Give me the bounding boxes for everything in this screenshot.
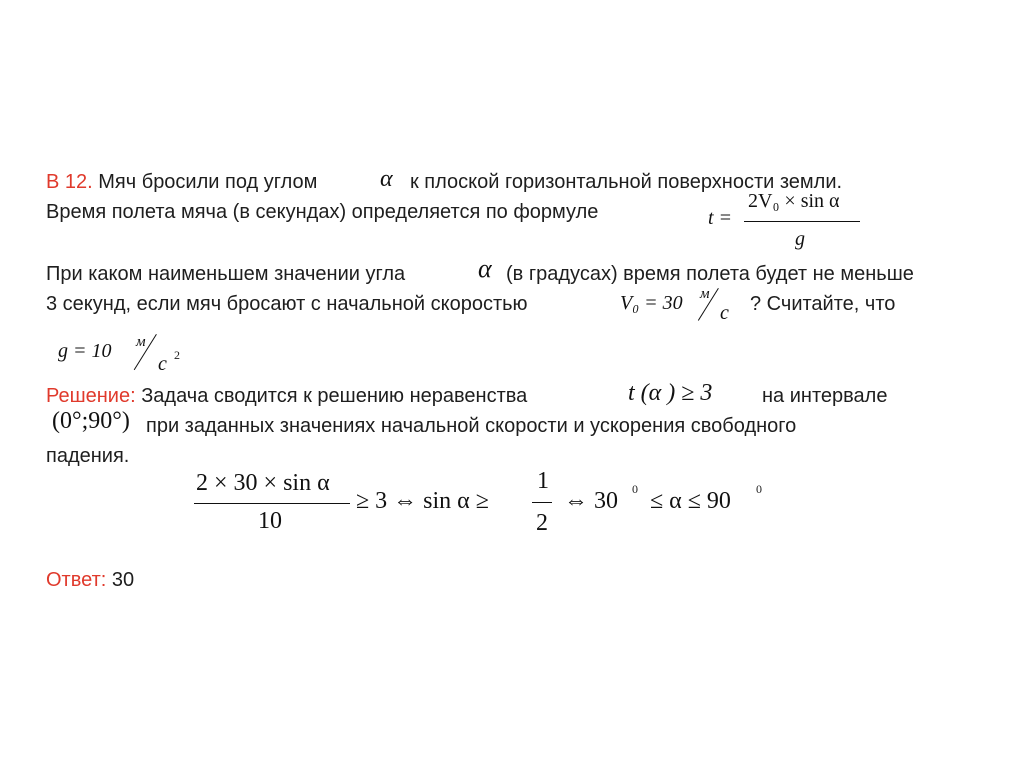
unit-squared: 2 (174, 348, 180, 362)
unit-m-2: м (136, 334, 146, 350)
problem-text-1b: к плоской горизонтальной поверхности земли. (410, 171, 843, 193)
unit-c: с (720, 302, 729, 324)
half-numerator: 1 (537, 468, 549, 494)
problem-text-1a: Мяч бросили под углом (98, 171, 318, 193)
half-denominator: 2 (536, 510, 548, 536)
interval: (0°;90°) (52, 408, 130, 434)
problem-text-4b: ? Считайте, что (750, 293, 896, 315)
alpha-symbol-2: α (478, 254, 492, 283)
solution-text-1a: Задача сводится к решению неравенства (141, 385, 528, 407)
answer-label: Ответ: (46, 569, 107, 591)
formula-t-fraction-bar (744, 221, 860, 222)
formula-t-denominator: g (795, 228, 805, 250)
ineq-fraction-bar (194, 503, 350, 504)
solution-line-1 (46, 384, 527, 408)
solution-label: Решение: (46, 385, 136, 407)
problem-text-4a: 3 секунд, если мяч бросают с начальной скоростью (46, 293, 528, 315)
degree-1: 0 (632, 482, 638, 496)
ineq-denominator: 10 (258, 508, 282, 534)
formula-g: g = 10 (58, 340, 112, 362)
unit-m: м (700, 286, 710, 302)
inequality-t: t (α ) ≥ 3 (628, 380, 713, 406)
problem-line-1 (46, 170, 317, 194)
answer-value: 30 (111, 569, 135, 591)
problem-number: В 12. (46, 171, 93, 193)
alpha-symbol-1: α (380, 166, 393, 192)
solution-text-1b: на интервале (762, 385, 888, 407)
formula-t-lhs: t = (708, 207, 733, 229)
solution-text-2: при заданных значениях начальной скорости и ускорения свободного (146, 415, 797, 437)
solution-text-3: падения. (46, 445, 130, 467)
problem-text-2: Время полета мяча (в секундах) определяется по формуле (46, 201, 599, 223)
ineq-numerator: 2 × 30 × sin α (196, 470, 330, 496)
problem-text-3a: При каком наименьшем значении угла (46, 263, 406, 285)
ineq-part-1: ≥ 3 ⇔ sin α ≥ (356, 488, 489, 514)
formula-v0: V₀ = 30 (620, 292, 683, 314)
answer-line (46, 568, 134, 592)
problem-text-3b: (в градусах) время полета будет не меньше (506, 263, 914, 285)
ineq-part-2: ⇔ 30 (564, 488, 618, 514)
half-fraction-bar (532, 502, 552, 503)
ineq-part-3: ≤ α ≤ 90 (650, 488, 731, 514)
unit-c-2: c (158, 353, 167, 375)
formula-t-numerator: 2V₀ × sin α (748, 190, 840, 212)
degree-2: 0 (756, 482, 762, 496)
